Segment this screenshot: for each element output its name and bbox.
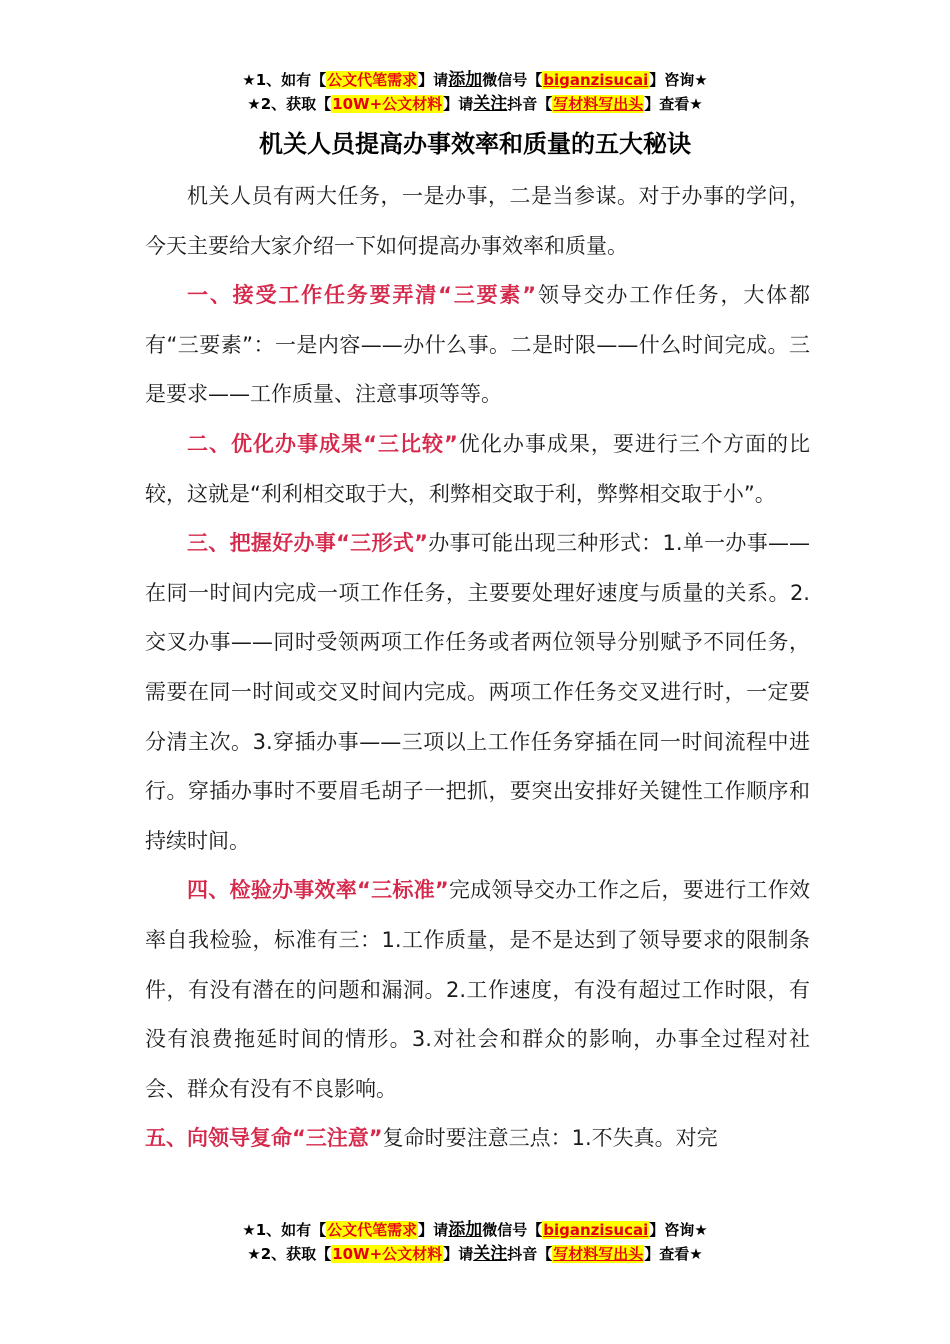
banner-highlight: 10W+公文材料 — [332, 1245, 443, 1263]
section-4-paragraph — [145, 866, 810, 1114]
banner-text: 】请 — [443, 1245, 474, 1263]
footer-banner — [0, 1218, 950, 1266]
banner-emphasis: 关注 — [473, 94, 508, 114]
banner-line-2 — [0, 92, 950, 116]
banner-text: 】请 — [418, 1221, 449, 1239]
douyin-id-highlight: 写材料写出头 — [553, 1245, 644, 1263]
section-5-paragraph — [145, 1114, 810, 1164]
section-1-paragraph — [145, 271, 810, 420]
banner-text: ★1、如有【 — [242, 1221, 327, 1239]
banner-highlight: 公文代笔需求 — [327, 71, 418, 89]
section-1-text: 领导交办工作任务，大体都有“三要素”：一是内容——办什么事。二是时限——什么时间完成。三是要求——工作质量、注意事项等等。 — [145, 283, 810, 407]
footer-line-2 — [0, 1242, 950, 1266]
header-banner — [0, 68, 950, 116]
banner-text: 】咨询★ — [649, 71, 708, 89]
douyin-id-highlight: 写材料写出头 — [553, 95, 644, 113]
section-2-heading: 二、优化办事成果“三比较” — [187, 431, 458, 456]
banner-text: ★1、如有【 — [242, 71, 327, 89]
section-3-heading: 三、把握好办事“三形式” — [187, 531, 428, 556]
section-1-heading: 一、接受工作任务要弄清“三要素” — [187, 283, 537, 308]
banner-text: 】咨询★ — [649, 1221, 708, 1239]
banner-emphasis: 关注 — [473, 1244, 508, 1264]
banner-text: 】查看★ — [644, 1245, 703, 1263]
section-2-text: 优化办事成果，要进行三个方面的比较，这就是“利利相交取于大，利弊相交取于利，弊弊相交取于小”。 — [145, 431, 811, 506]
document-title: 机关人员提高办事效率和质量的五大秘诀 — [259, 130, 691, 158]
wechat-id-highlight: biganzisucai — [543, 71, 649, 89]
banner-text: 微信号【 — [482, 1221, 543, 1239]
banner-emphasis: 添加 — [448, 1220, 483, 1240]
banner-text: 抖音【 — [507, 1245, 553, 1263]
section-5-text: 复命时要注意三点：1.不失真。对完 — [382, 1126, 718, 1151]
section-4-text: 完成领导交办工作之后，要进行工作效率自我检验，标准有三：1.工作质量，是不是达到了领导要求的限制条件，有没有潜在的问题和漏洞。2.工作速度，有没有超过工作时限，有没有浪费拖延时间的情形。3.对社会和群众的影响，办事全过程对社会、群众有没有不良影响。 — [145, 878, 811, 1101]
banner-text: 抖音【 — [507, 95, 553, 113]
banner-emphasis: 添加 — [448, 70, 483, 90]
section-5-heading: 五、向领导复命“三注意” — [145, 1126, 383, 1151]
banner-text: ★2、获取【 — [247, 95, 332, 113]
section-2-paragraph — [145, 420, 810, 519]
banner-text: 】请 — [418, 71, 449, 89]
footer-line-1 — [0, 1218, 950, 1242]
banner-highlight: 公文代笔需求 — [327, 1221, 418, 1239]
banner-text: 】查看★ — [644, 95, 703, 113]
banner-highlight: 10W+公文材料 — [332, 95, 443, 113]
section-3-paragraph — [145, 519, 810, 866]
section-4-heading: 四、检验办事效率“三标准” — [187, 878, 449, 903]
section-3-text: 办事可能出现三种形式：1.单一办事——在同一时间内完成一项工作任务，主要要处理好速度与质量的关系。2.交叉办事——同时受领两项工作任务或者两位领导分别赋予不同任务，需要在同一时间或交叉时间内完成。两项工作任务交叉进行时，一定要分清主次。3.穿插办事——三项以上工作任务穿插在同一时间流程中进行。穿插办事时不要眉毛胡子一把抓，要突出安排好关键性工作顺序和持续时间。 — [145, 531, 810, 853]
intro-paragraph: 机关人员有两大任务，一是办事，二是当参谋。对于办事的学问，今天主要给大家介绍一下如何提高办事效率和质量。 — [145, 184, 810, 258]
banner-text: ★2、获取【 — [247, 1245, 332, 1263]
banner-line-1 — [0, 68, 950, 92]
wechat-id-highlight: biganzisucai — [543, 1221, 649, 1239]
banner-text: 】请 — [443, 95, 474, 113]
banner-text: 微信号【 — [482, 71, 543, 89]
document-body — [145, 172, 810, 1164]
